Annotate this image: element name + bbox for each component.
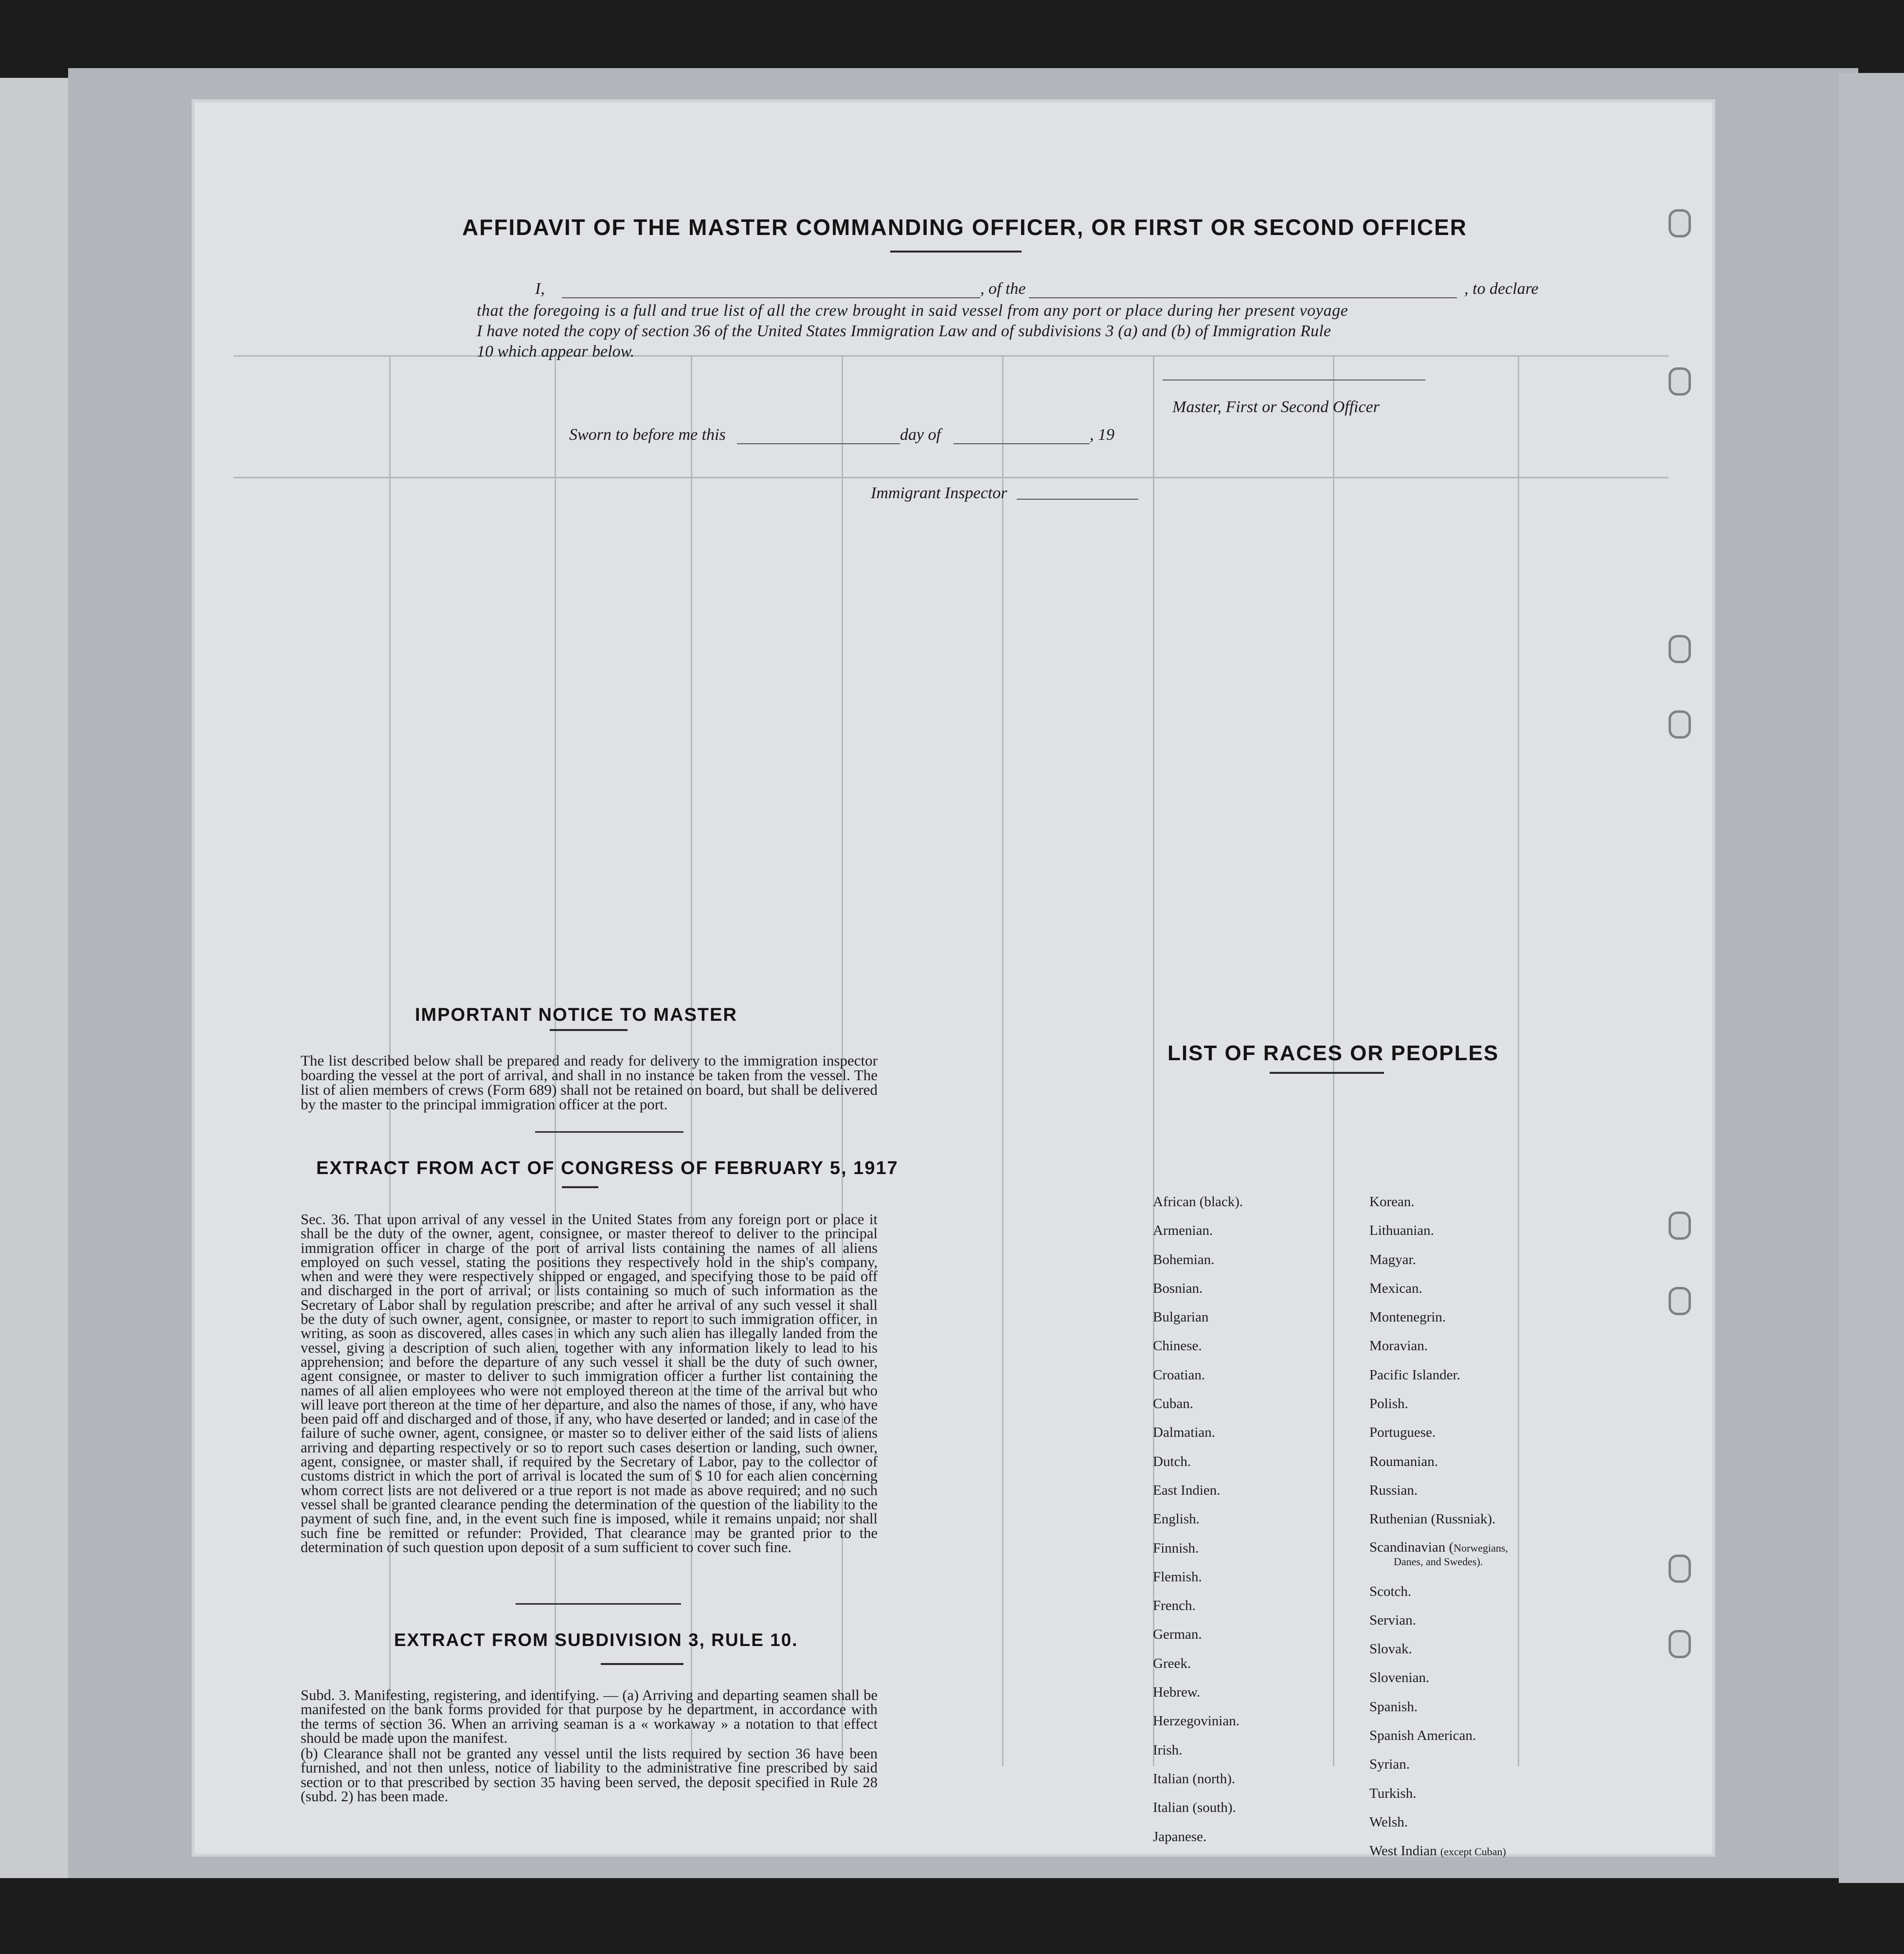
race-item: Magyar. — [1369, 1251, 1416, 1267]
race-item: Irish. — [1153, 1742, 1183, 1758]
race-item: Flemish. — [1153, 1569, 1202, 1585]
punch-hole — [1669, 367, 1691, 396]
race-item: Portuguese. — [1369, 1425, 1436, 1441]
race-item: Bulgarian — [1153, 1309, 1209, 1325]
bleed-rule — [1518, 355, 1519, 1766]
act-title: EXTRACT FROM ACT OF CONGRESS OF FEBRUARY 5, 1917 — [316, 1158, 898, 1178]
race-item: Roumanian. — [1369, 1453, 1438, 1469]
day-of-label: day of — [900, 426, 941, 444]
race-item-main: Scandinavian ( — [1369, 1539, 1454, 1555]
race-item: Italian (north). — [1153, 1771, 1236, 1787]
race-item: Spanish American. — [1369, 1728, 1476, 1744]
race-item: East Indien. — [1153, 1482, 1221, 1498]
race-item: Dalmatian. — [1153, 1425, 1216, 1441]
affidavit-line3: I have noted the copy of section 36 of the United States Immigration Law and of subdivisions 3 (a) and (b) of Immigration Rule — [477, 322, 1331, 340]
race-item: Italian (south). — [1153, 1800, 1236, 1816]
race-item: Syrian. — [1369, 1756, 1410, 1773]
race-item: Mexican. — [1369, 1280, 1422, 1296]
notice-divider — [535, 1131, 683, 1133]
race-item: Herzegovinian. — [1153, 1713, 1239, 1729]
race-item: Russian. — [1369, 1482, 1418, 1498]
sworn-label: Sworn to before me this — [569, 426, 726, 444]
races-column-1 — [1153, 1194, 1243, 1858]
punch-hole — [1669, 209, 1691, 237]
master-label: Master, First or Second Officer — [1172, 398, 1380, 416]
race-item: Slovenian. — [1369, 1670, 1430, 1686]
bleed-rule — [1002, 355, 1004, 1766]
race-item: German. — [1153, 1627, 1202, 1643]
year-prefix: , 19 — [1090, 426, 1114, 444]
punch-hole — [1669, 1212, 1691, 1240]
punch-hole — [1669, 635, 1691, 663]
race-item: French. — [1153, 1598, 1196, 1614]
affidavit-title: AFFIDAVIT OF THE MASTER COMMANDING OFFICER, OR FIRST OR SECOND OFFICER — [462, 215, 1467, 240]
race-item: Scotch. — [1369, 1583, 1412, 1599]
race-item-west-indian — [1369, 1844, 1508, 1872]
scanner-frame-left — [0, 78, 73, 1878]
race-item: Chinese. — [1153, 1338, 1202, 1354]
race-item: Dutch. — [1153, 1453, 1191, 1469]
race-item: Armenian. — [1153, 1223, 1213, 1239]
race-item: Polish. — [1369, 1396, 1408, 1412]
inspector-blank — [1017, 484, 1138, 500]
race-item-sub: (except Cuban) — [1440, 1845, 1506, 1858]
race-item: English. — [1153, 1511, 1200, 1527]
race-item: Spanish. — [1369, 1699, 1418, 1715]
rule-text-a: Subd. 3. Manifesting, registering, and identifying. — (a) Arriving and departing seamen shall be manifested on the bank forms provided for that purpose by he department, in accordance with the terms of section 36. When an arriving seaman is a « workaway » a notation to that effect should be made upon the manifest. — [301, 1687, 878, 1746]
affidavit-line1-mid: , of the — [980, 280, 1026, 298]
race-item: Korean. — [1369, 1194, 1415, 1210]
vessel-blank — [1029, 280, 1457, 298]
affidavit-line1-start: I, — [535, 280, 545, 298]
race-item: Bosnian. — [1153, 1280, 1203, 1296]
title-underline — [890, 251, 1022, 253]
races-column-2 — [1369, 1194, 1508, 1873]
affidavit-line1-end: , to declare — [1464, 280, 1539, 298]
races-title: LIST OF RACES OR PEOPLES — [1168, 1041, 1499, 1065]
inspector-label: Immigrant Inspector — [871, 484, 1007, 502]
sworn-month-blank — [953, 426, 1090, 444]
race-item: Welsh. — [1369, 1814, 1408, 1830]
race-item: Servian. — [1369, 1612, 1416, 1628]
notice-title-underline — [550, 1029, 628, 1031]
rule-text-b: (b) Clearance shall not be granted any vessel until the lists required by section 36 have been furnished, and not then unless, notice of liability to the administrative fine prescribed by said section or to that prescribed by section 35 having been served, the deposit specified in Rule 28 (subd. 2) has been made. — [301, 1745, 878, 1805]
race-item: Montenegrin. — [1369, 1309, 1446, 1325]
race-item: Turkish. — [1369, 1785, 1417, 1801]
rule-title: EXTRACT FROM SUBDIVISION 3, RULE 10. — [394, 1630, 798, 1650]
race-item: Croatian. — [1153, 1367, 1205, 1383]
punch-hole — [1669, 1555, 1691, 1583]
bleed-rule — [234, 355, 1669, 357]
name-blank — [562, 280, 980, 298]
punch-hole — [1669, 1287, 1691, 1315]
sworn-day-blank — [737, 426, 900, 444]
notice-text: The list described below shall be prepared and ready for delivery to the immigration inspector boarding the vessel at the port of arrival, and shall in no instance be taken from the vessel. The list of alien members of crews (Form 689) shall not be retained on board, but shall be delivered by the master to the principal immigration officer at the port. — [301, 1052, 878, 1113]
bleed-rule — [234, 477, 1669, 478]
race-item: Slovak. — [1369, 1641, 1412, 1657]
form-page — [195, 102, 1712, 1859]
race-item-sub: Norwegians, — [1454, 1541, 1508, 1554]
notice-title: IMPORTANT NOTICE TO MASTER — [415, 1005, 737, 1025]
race-item: Bohemian. — [1153, 1251, 1215, 1267]
affidavit-line2: that the foregoing is a full and true list of all the crew brought in said vessel from any port or place during her present voyage — [477, 302, 1348, 320]
race-item: Japanese. — [1153, 1828, 1207, 1845]
scanner-frame-right — [1839, 73, 1904, 1883]
race-item: Pacific Islander. — [1369, 1367, 1460, 1383]
race-item: Hebrew. — [1153, 1684, 1201, 1701]
race-item: Cuban. — [1153, 1396, 1193, 1412]
punch-hole — [1669, 710, 1691, 739]
race-item: Moravian. — [1369, 1338, 1428, 1354]
race-item: Finnish. — [1153, 1540, 1199, 1556]
race-item: Lithuanian. — [1369, 1223, 1434, 1239]
rule-title-underline — [601, 1663, 683, 1665]
race-item-main: West Indian — [1369, 1843, 1437, 1859]
act-title-underline — [562, 1186, 598, 1188]
affidavit-line4: 10 which appear below. — [477, 343, 635, 361]
act-text: Sec. 36. That upon arrival of any vessel in the United States from any foreign port or place it shall be the duty of the owner, agent, consignee, or master thereof to deliver to the principal immigration officer in charge of the port of arrival lists containing the names of all aliens employed on such vessel, stating the positions they respectively hold in the ship's company, when and were they were respectively shipped or engaged, and specifying those to be paid off and discharged in the port of arrival; or lists containing so much of such information as the Secretary of Labor shall by regulation prescribe; and after he arrival of any such vessel it shall be the duty of such owner, agent, consignee, or master to report to such immigration officer, in writing, as soon as discovered, alles cases in which any such alien has illegally landed from the vessel, giving a description of such alien, together with any information likely to lead to his apprehension; and before the departure of any such vessel it shall be the duty of such owner, agent consignee, or master to deliver to such immigration officer a further list containing the names of all alien employees who were not employed thereon at the time of the arrival but who will leave port thereon at the time of her departure, and also the names of those, if any, who have been paid off and discharged and of those, if any, who have deserted or landed; and in case of the failure of suche owner, agent, consignee, or master so to deliver either of the said lists of aliens arriving and departing respectively or so to report such cases desertion or landing, such owner, agent, consignee, or master shall, if required by the Secretary of Labor, pay to the collector of customs district in which the port of arrival is located the sum of $ 10 for each alien concerning whom correct lists are not delivered or a true report is not made as above required; and no such vessel shall be granted clearance pending the determination of the question of the liability to the payment of such fine, and, in the event such fine is imposed, while it remains unpaid; nor shall such fine be remitted or refunder: Provided, That clearance may be granted prior to the determination of such question upon deposit of a sum sufficient to cover such fine. — [301, 1211, 878, 1556]
race-item: African (black). — [1153, 1194, 1243, 1210]
races-title-underline — [1270, 1072, 1384, 1074]
signature-blank — [1163, 365, 1425, 380]
race-item-scandinavian — [1369, 1541, 1508, 1584]
punch-hole — [1669, 1630, 1691, 1658]
act-divider — [516, 1603, 681, 1605]
race-item: Ruthenian (Russniak). — [1369, 1511, 1496, 1527]
race-item: Greek. — [1153, 1655, 1191, 1671]
race-item-sub: Danes, and Swedes). — [1394, 1555, 1483, 1568]
